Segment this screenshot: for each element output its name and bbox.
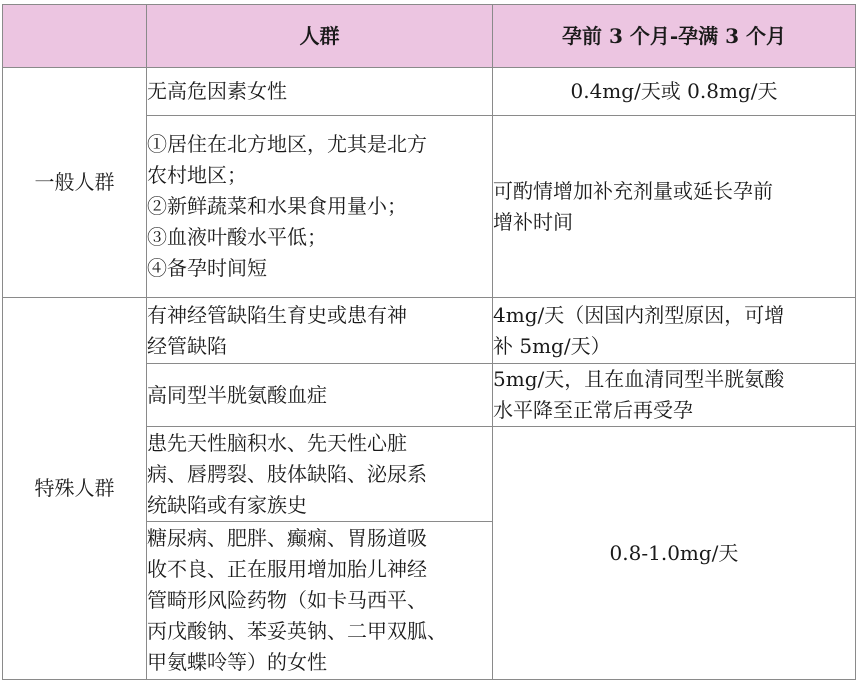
- folic-acid-table: [2, 4, 856, 680]
- dose-line: 5mg/天，且在血清同型半胱氨酸: [493, 367, 785, 391]
- condition-line: 统缺陷或有家族史: [147, 492, 307, 517]
- condition-line: 经管缺陷: [147, 333, 227, 358]
- condition-cell: [147, 298, 493, 364]
- dose-cell: [493, 298, 856, 364]
- condition-line: 管畸形风险药物（如卡马西平、: [147, 588, 427, 612]
- dose-line: 4mg/天（因国内剂型原因，可增: [493, 302, 785, 327]
- condition-line: ④备孕时间短: [147, 256, 267, 280]
- condition-line: 甲氨蝶呤等）的女性: [147, 650, 327, 674]
- table-row: [3, 298, 856, 364]
- condition-line: 糖尿病、肥胖、癫痫、胃肠道吸: [147, 526, 427, 550]
- dose-line: 0.8-1.0mg/天: [609, 540, 739, 565]
- dose-cell: [493, 68, 856, 116]
- dose-cell: [493, 116, 856, 298]
- group-special: 特殊人群: [3, 298, 147, 680]
- condition-line: 丙戊酸钠、苯妥英钠、二甲双胍、: [147, 619, 447, 643]
- dose-line: 水平降至正常后再受孕: [493, 398, 693, 422]
- condition-cell: [147, 68, 493, 116]
- condition-cell: [147, 364, 493, 427]
- condition-line: ①居住在北方地区，尤其是北方: [147, 132, 427, 156]
- condition-line: 收不良、正在服用增加胎儿神经: [147, 557, 427, 581]
- header-population: 人群: [147, 5, 493, 68]
- dose-line: 增补时间: [493, 209, 573, 234]
- table-row: [3, 68, 856, 116]
- condition-line: 无高危因素女性: [147, 79, 287, 103]
- dose-line: 0.4mg/天或 0.8mg/天: [570, 79, 778, 103]
- dose-line: 补 5mg/天）: [493, 333, 611, 358]
- condition-cell: [147, 116, 493, 298]
- dose-cell-shared: [493, 427, 856, 680]
- condition-cell: [147, 427, 493, 522]
- header-period: 孕前 3 个月-孕满 3 个月: [493, 5, 856, 68]
- header-row: [3, 5, 856, 68]
- condition-line: 农村地区；: [147, 163, 247, 187]
- dose-cell: [493, 364, 856, 427]
- condition-line: 高同型半胱氨酸血症: [147, 382, 327, 407]
- condition-line: ③血液叶酸水平低；: [147, 225, 327, 249]
- condition-line: 患先天性脑积水、先天性心脏: [147, 430, 407, 455]
- condition-line: 病、唇腭裂、肢体缺陷、泌尿系: [147, 461, 427, 486]
- condition-cell: [147, 522, 493, 680]
- header-blank-cell: [3, 5, 147, 68]
- condition-line: ②新鲜蔬菜和水果食用量小；: [147, 194, 407, 218]
- dose-line: 可酌情增加补充剂量或延长孕前: [493, 178, 773, 203]
- condition-line: 有神经管缺陷生育史或患有神: [147, 302, 407, 327]
- group-general: 一般人群: [3, 68, 147, 298]
